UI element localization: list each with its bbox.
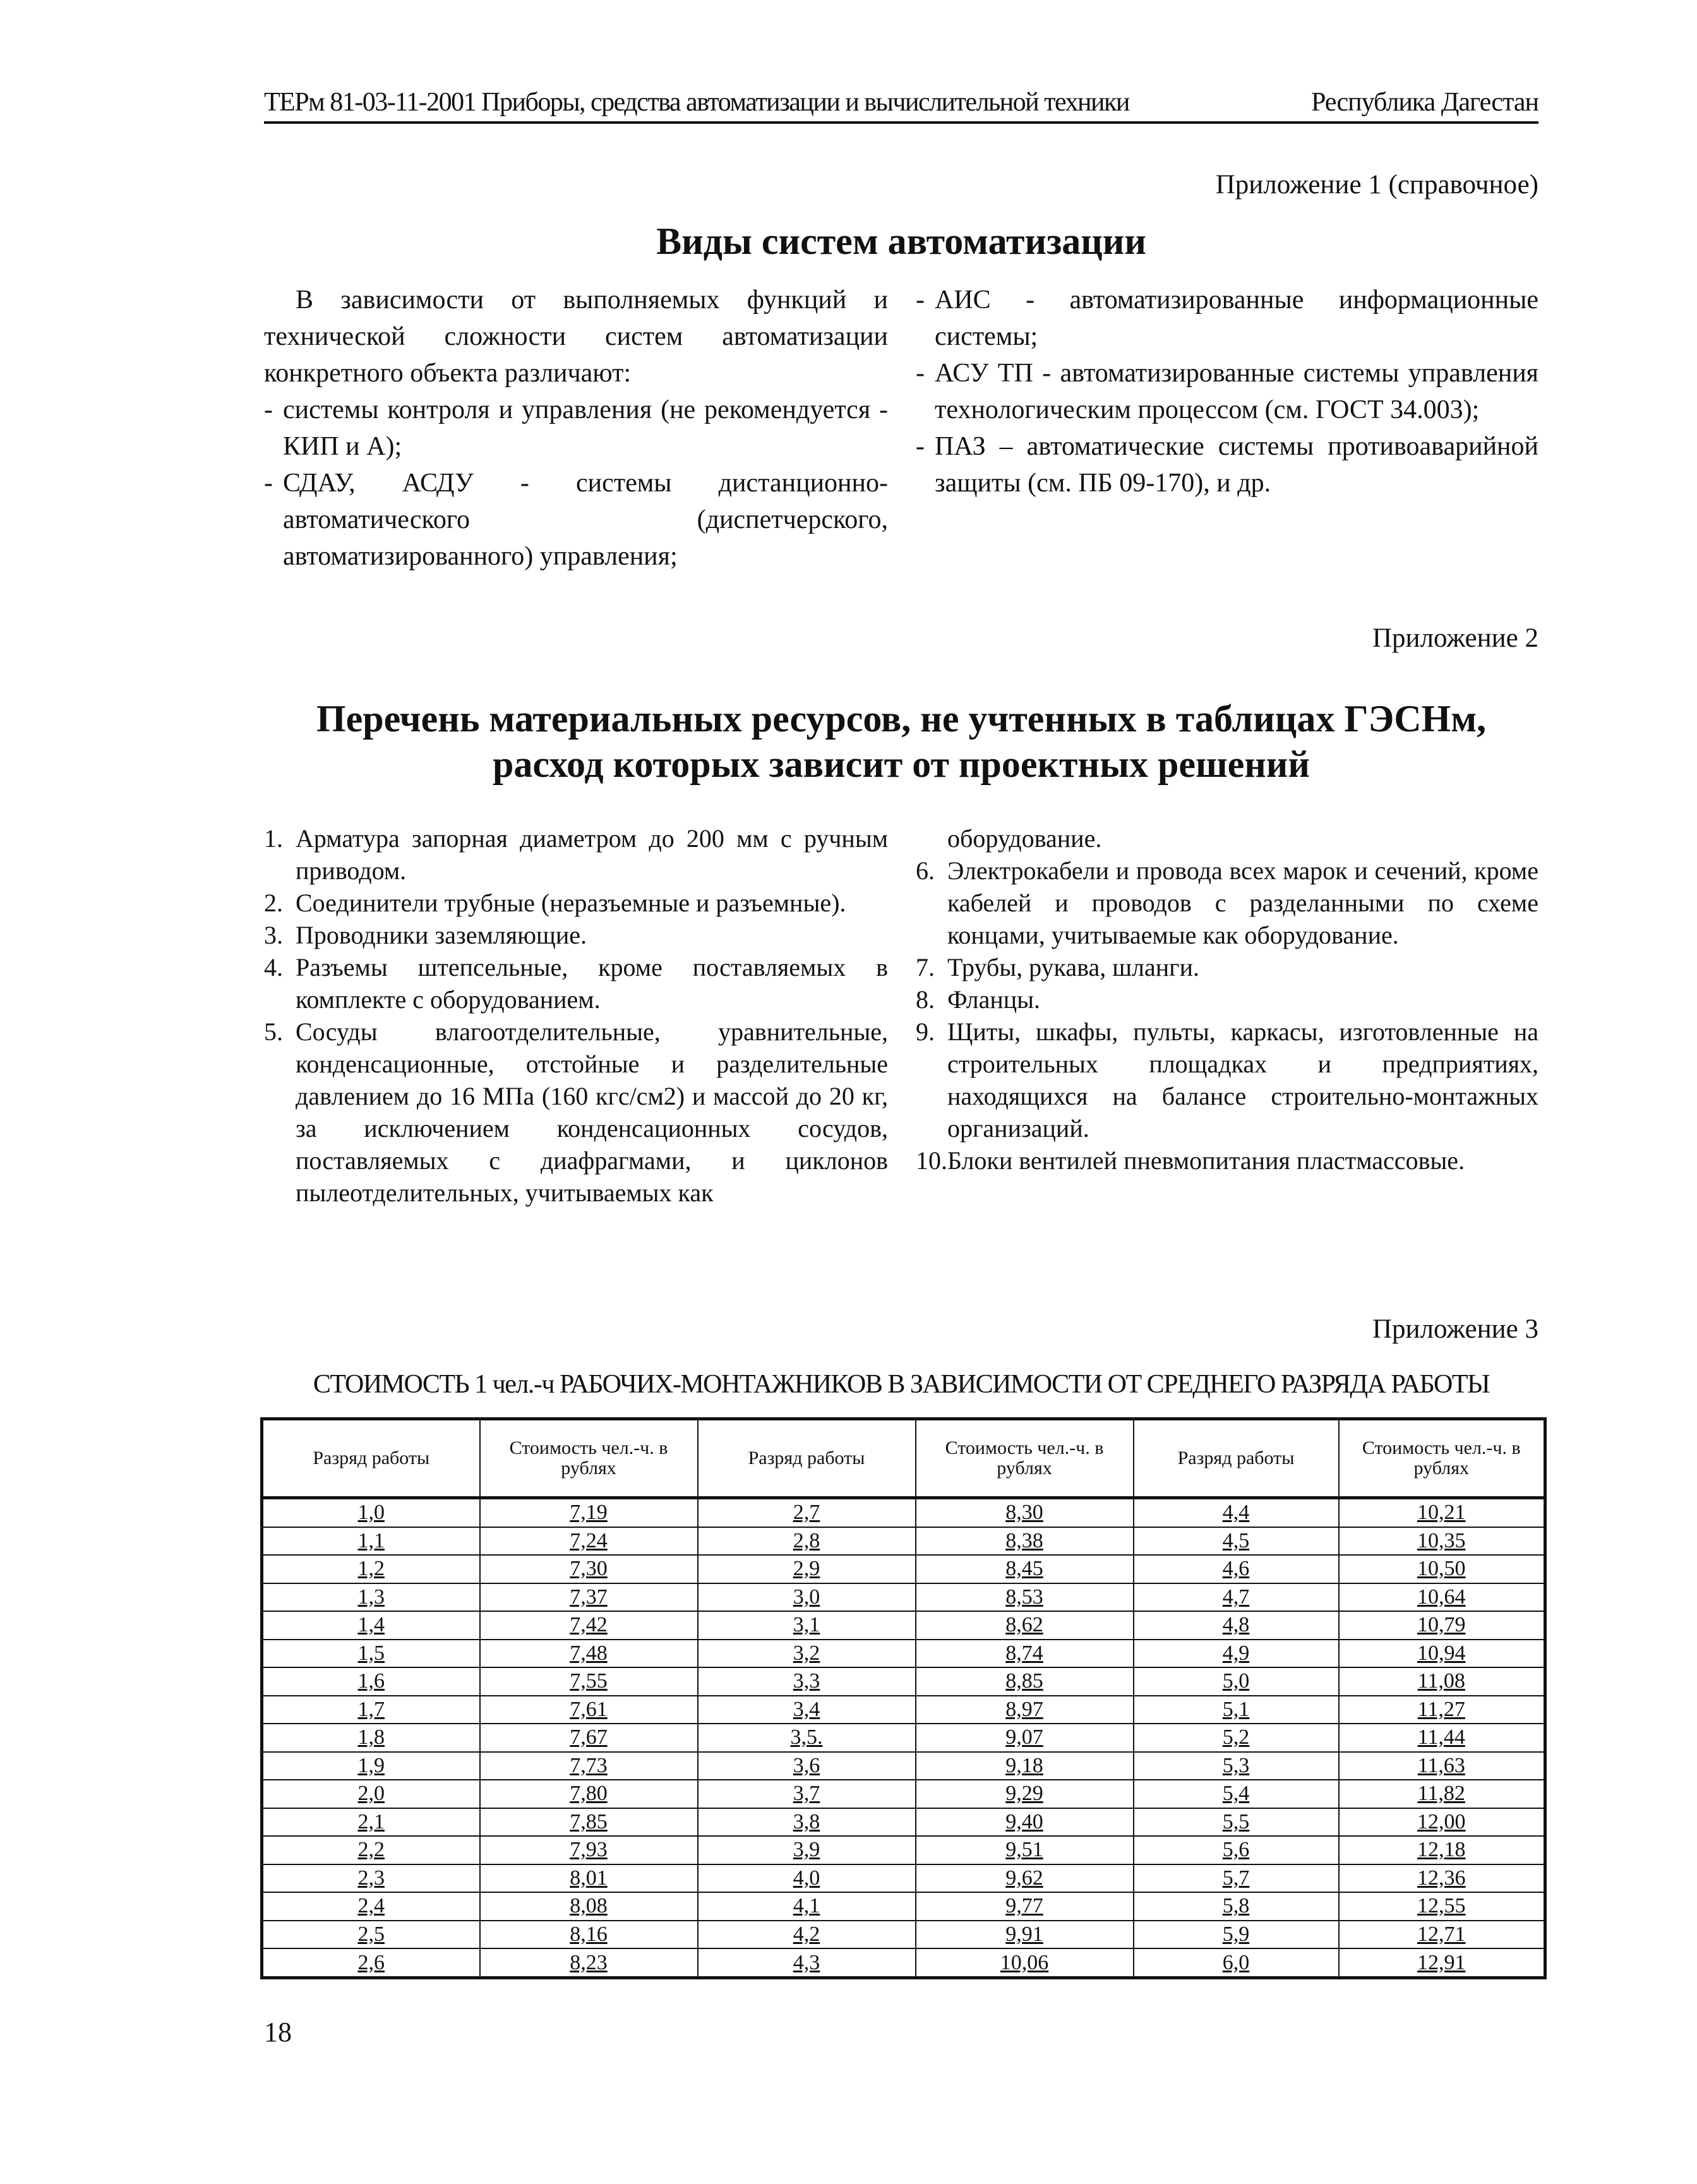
table-cell <box>262 1864 480 1893</box>
table-cell <box>262 1583 480 1612</box>
table-cell <box>1134 1921 1339 1949</box>
table-cell-value: 3,7 <box>793 1782 820 1806</box>
table-cell-value: 1,2 <box>357 1557 385 1581</box>
list-item <box>264 1016 888 1209</box>
table-cell <box>480 1527 698 1556</box>
table-cell-value: 7,67 <box>570 1725 608 1749</box>
table-cell-value: 8,74 <box>1005 1641 1043 1665</box>
table-cell-value: 8,30 <box>1005 1501 1043 1525</box>
table-cell-value: 3,1 <box>793 1613 820 1637</box>
list-item: - СДАУ, АСДУ - системы дистанционно-автоматического (диспетчерского, автоматизированного) управления; <box>264 469 888 571</box>
table-cell-value: 5,6 <box>1222 1838 1250 1862</box>
table-cell <box>1134 1724 1339 1752</box>
table-cell <box>698 1948 916 1977</box>
appendix-1-right-list <box>916 282 1538 501</box>
item-number: 6. <box>916 856 935 885</box>
header-cost-2: Стоимость чел.-ч. в рублях <box>916 1419 1134 1498</box>
list-item <box>916 855 1538 951</box>
table-cell-value: 9,18 <box>1005 1753 1043 1777</box>
table-cell-value: 8,16 <box>570 1923 608 1946</box>
table-cell <box>1134 1864 1339 1893</box>
table-cell-value: 10,35 <box>1417 1528 1466 1552</box>
table-cell-value: 3,0 <box>793 1585 820 1609</box>
appendix-2-title-line-2: расход которых зависит от проектных решений <box>493 743 1310 785</box>
table-cell <box>480 1948 698 1977</box>
list-item-text: Трубы, рукава, шланги. <box>947 953 1199 981</box>
table-cell <box>1339 1836 1545 1864</box>
table-cell <box>1134 1667 1339 1696</box>
table-cell-value: 7,80 <box>570 1782 608 1806</box>
table-cell <box>698 1640 916 1668</box>
list-item: - ПАЗ – автоматические системы противоаварийной защиты (см. ПБ 09-170), и др. <box>916 432 1538 498</box>
table-cell <box>480 1498 698 1527</box>
appendix-1-title: Виды систем автоматизации <box>656 220 1146 262</box>
table-cell <box>1339 1780 1545 1808</box>
table-cell-value: 5,1 <box>1222 1697 1250 1721</box>
table-cell-value: 5,3 <box>1222 1753 1250 1777</box>
appendix-1-left-list <box>264 392 888 575</box>
appendix-2-title-line-1: Перечень материальных ресурсов, не учтенных в таблицах ГЭСНм, <box>316 698 1487 740</box>
table-cell-value: 2,6 <box>357 1950 385 1974</box>
list-item-text: Электрокабели и провода всех марок и сечений, кроме кабелей и проводов с разделанными по схеме концами, учитываемые как оборудование. <box>947 856 1538 949</box>
table-cell <box>916 1611 1134 1640</box>
item-number: 2. <box>264 889 283 917</box>
table-cell-value: 4,5 <box>1222 1528 1250 1552</box>
table-cell <box>916 1892 1134 1921</box>
table-cell-value: 11,63 <box>1417 1753 1465 1777</box>
table-cell-value: 1,4 <box>357 1613 385 1637</box>
table-cell-value: 10,64 <box>1417 1585 1466 1609</box>
table-row <box>262 1864 1545 1893</box>
table-cell-value: 11,82 <box>1417 1782 1465 1806</box>
item-number: 5. <box>264 1017 283 1046</box>
list-item <box>916 983 1538 1016</box>
table-cell <box>480 1583 698 1612</box>
table-row <box>262 1696 1545 1724</box>
table-cell <box>698 1724 916 1752</box>
table-cell-value: 4,2 <box>793 1923 820 1946</box>
page-number: 18 <box>264 2017 292 2048</box>
list-item-text: СДАУ, АСДУ - системы дистанционно-автоматического (диспетчерского, автоматизированного) управления; <box>283 469 888 571</box>
table-cell <box>262 1752 480 1780</box>
table-cell <box>480 1892 698 1921</box>
header-grade-1: Разряд работы <box>262 1419 480 1498</box>
table-row <box>262 1808 1545 1837</box>
table-row <box>262 1752 1545 1780</box>
table-cell-value: 7,19 <box>570 1501 608 1525</box>
table-cell-value: 2,9 <box>793 1557 820 1581</box>
table-cell-value: 1,6 <box>357 1669 385 1693</box>
table-cell-value: 8,23 <box>570 1950 608 1974</box>
appendix-2-label: Приложение 2 <box>1372 623 1538 653</box>
list-item-text: Щиты, шкафы, пульты, каркасы, изготовленные на строительных площадках и предприятиях, находящихся на балансе строительно-монтажных организаций. <box>947 1017 1538 1143</box>
table-cell <box>1339 1640 1545 1668</box>
table-cell-value: 9,91 <box>1005 1923 1043 1946</box>
table-cell-value: 4,7 <box>1222 1585 1250 1609</box>
table-cell <box>262 1611 480 1640</box>
table-cell-value: 10,79 <box>1417 1613 1466 1637</box>
table-cell-value: 7,48 <box>570 1641 608 1665</box>
table-cell <box>698 1921 916 1949</box>
table-cell-value: 3,4 <box>793 1697 820 1721</box>
table-cell <box>480 1696 698 1724</box>
table-cell <box>698 1696 916 1724</box>
list-item <box>264 919 888 951</box>
table-cell-value: 12,36 <box>1417 1866 1466 1890</box>
table-cell-value: 2,4 <box>357 1894 385 1918</box>
table-cell-value: 9,62 <box>1005 1866 1043 1890</box>
table-cell <box>262 1667 480 1696</box>
table-cell-value: 3,9 <box>793 1838 820 1862</box>
item-number: 1. <box>264 824 283 853</box>
table-cell-value: 9,07 <box>1005 1725 1043 1749</box>
list-item-text: АСУ ТП - автоматизированные системы управления технологическим процессом (см. ГОСТ 34.003); <box>935 359 1538 424</box>
item-number: 9. <box>916 1017 935 1046</box>
table-cell <box>698 1498 916 1527</box>
list-item <box>916 951 1538 983</box>
table-cell-value: 9,29 <box>1005 1782 1043 1806</box>
table-cell <box>916 1864 1134 1893</box>
table-cell-value: 5,9 <box>1222 1923 1250 1946</box>
table-cell <box>1339 1527 1545 1556</box>
table-cell <box>916 1527 1134 1556</box>
table-cell-value: 6,0 <box>1222 1950 1250 1974</box>
table-cell <box>262 1808 480 1837</box>
table-cell <box>916 1724 1134 1752</box>
table-cell-value: 4,8 <box>1222 1613 1250 1637</box>
table-cell <box>698 1892 916 1921</box>
table-cell-value: 10,94 <box>1417 1641 1466 1665</box>
table-cell <box>1134 1555 1339 1583</box>
table-row <box>262 1555 1545 1583</box>
table-cell <box>698 1527 916 1556</box>
list-item-text: системы контроля и управления (не рекомендуется - КИП и А); <box>283 395 888 461</box>
appendix-1-right-column <box>916 282 1538 501</box>
table-row <box>262 1640 1545 1668</box>
table-cell <box>1339 1864 1545 1893</box>
table-cell <box>916 1696 1134 1724</box>
table-cell <box>1134 1808 1339 1837</box>
table-cell <box>480 1724 698 1752</box>
table-cell <box>480 1555 698 1583</box>
header-grade-3: Разряд работы <box>1134 1419 1339 1498</box>
table-cell-value: 10,21 <box>1417 1501 1466 1525</box>
appendix-1-intro: В зависимости от выполняемых функций и технической сложности систем автоматизации конкретного объекта различают: <box>264 285 888 388</box>
table-cell <box>1339 1808 1545 1837</box>
table-cell <box>698 1864 916 1893</box>
table-cell <box>916 1583 1134 1612</box>
table-cell <box>1134 1752 1339 1780</box>
table-cell <box>1134 1611 1339 1640</box>
table-cell-value: 7,24 <box>570 1528 608 1552</box>
table-cell-value: 2,1 <box>357 1809 385 1833</box>
table-cell-value: 8,53 <box>1005 1585 1043 1609</box>
table-cell-value: 11,44 <box>1417 1725 1465 1749</box>
list-item <box>264 951 888 1016</box>
appendix-2-left-column <box>264 822 888 1209</box>
table-cell <box>1134 1780 1339 1808</box>
list-item-text: Проводники заземляющие. <box>296 921 587 949</box>
table-cell-value: 2,5 <box>357 1923 385 1946</box>
table-cell-value: 4,6 <box>1222 1557 1250 1581</box>
table-cell-value: 7,85 <box>570 1809 608 1833</box>
table-cell-value: 11,27 <box>1417 1697 1465 1721</box>
item-number: 8. <box>916 985 935 1014</box>
table-cell-value: 7,73 <box>570 1753 608 1777</box>
table-cell-value: 1,9 <box>357 1753 385 1777</box>
table-caption: СТОИМОСТЬ 1 чел.-ч РАБОЧИХ-МОНТАЖНИКОВ В ЗАВИСИМОСТИ ОТ СРЕДНЕГО РАЗРЯДА РАБОТЫ <box>313 1370 1490 1399</box>
table-cell <box>1134 1836 1339 1864</box>
materials-list-right <box>916 822 1538 1177</box>
table-cell <box>1134 1696 1339 1724</box>
table-cell <box>262 1921 480 1949</box>
table-cell-value: 7,55 <box>570 1669 608 1693</box>
table-cell <box>916 1752 1134 1780</box>
table-cell <box>1134 1948 1339 1977</box>
table-row <box>262 1780 1545 1808</box>
table-cell-value: 9,51 <box>1005 1838 1043 1862</box>
table-row <box>262 1836 1545 1864</box>
item-number: 3. <box>264 921 283 949</box>
table-cell-value: 8,08 <box>570 1894 608 1918</box>
table-cell <box>1339 1724 1545 1752</box>
table-cell-value: 4,9 <box>1222 1641 1250 1665</box>
table-cell <box>1339 1583 1545 1612</box>
table-cell-value: 2,3 <box>357 1866 385 1890</box>
table-cell <box>1339 1498 1545 1527</box>
table-row <box>262 1667 1545 1696</box>
header-region: Республика Дагестан <box>1310 88 1538 117</box>
table-cell <box>480 1752 698 1780</box>
table-cell <box>480 1780 698 1808</box>
table-cell <box>480 1640 698 1668</box>
table-cell-value: 7,61 <box>570 1697 608 1721</box>
table-cell-value: 10,50 <box>1417 1557 1466 1581</box>
table-cell <box>916 1555 1134 1583</box>
list-item <box>916 822 1538 855</box>
table-cell <box>916 1836 1134 1864</box>
table-cell-value: 5,8 <box>1222 1894 1250 1918</box>
table-cell-value: 1,7 <box>357 1697 385 1721</box>
table-cell <box>1339 1948 1545 1977</box>
table-cell <box>1339 1752 1545 1780</box>
table-cell-value: 3,6 <box>793 1753 820 1777</box>
table-cell <box>698 1752 916 1780</box>
table-cell-value: 8,62 <box>1005 1613 1043 1637</box>
list-item-text: Фланцы. <box>947 985 1041 1014</box>
table-cell <box>480 1864 698 1893</box>
appendix-1-label: Приложение 1 (справочное) <box>1215 170 1538 200</box>
table-cell <box>1134 1583 1339 1612</box>
table-cell <box>480 1921 698 1949</box>
list-item: - АСУ ТП - автоматизированные системы управления технологическим процессом (см. ГОСТ 34.003); <box>916 359 1538 424</box>
table-row <box>262 1921 1545 1949</box>
table-cell <box>262 1640 480 1668</box>
table-cell <box>262 1948 480 1977</box>
appendix-3-label: Приложение 3 <box>1372 1314 1538 1344</box>
table-cell <box>262 1724 480 1752</box>
table-cell-value: 1,5 <box>357 1641 385 1665</box>
table-header-row <box>262 1419 1545 1498</box>
table-cell-value: 5,4 <box>1222 1782 1250 1806</box>
table-cell-value: 8,85 <box>1005 1669 1043 1693</box>
table-cell <box>698 1836 916 1864</box>
table-cell <box>698 1780 916 1808</box>
list-item-text: Арматура запорная диаметром до 200 мм с ручным приводом. <box>296 824 888 885</box>
table-cell <box>698 1555 916 1583</box>
header-cost-3: Стоимость чел.-ч. в рублях <box>1339 1419 1545 1498</box>
table-cell <box>480 1808 698 1837</box>
table-cell-value: 3,3 <box>793 1669 820 1693</box>
table-cell <box>916 1667 1134 1696</box>
table-body <box>262 1498 1545 1978</box>
table-cell-value: 12,91 <box>1417 1950 1466 1974</box>
list-item-text: ПАЗ – автоматические системы противоаварийной защиты (см. ПБ 09-170), и др. <box>935 432 1538 498</box>
table-cell-value: 12,71 <box>1417 1923 1466 1946</box>
table-cell-value: 4,0 <box>793 1866 820 1890</box>
table-cell <box>262 1555 480 1583</box>
table-cell-value: 5,2 <box>1222 1725 1250 1749</box>
table-cell-value: 7,37 <box>570 1585 608 1609</box>
table-cell <box>480 1667 698 1696</box>
list-item-text: Блоки вентилей пневмопитания пластмассовые. <box>947 1146 1465 1175</box>
table-cell <box>1134 1527 1339 1556</box>
table-cell-value: 2,7 <box>793 1501 820 1525</box>
list-item: - системы контроля и управления (не рекомендуется - КИП и А); <box>264 395 888 461</box>
table-cell <box>1339 1892 1545 1921</box>
table-cell <box>1339 1611 1545 1640</box>
table-cell-value: 1,1 <box>357 1528 385 1552</box>
table-cell-value: 8,01 <box>570 1866 608 1890</box>
table-cell <box>916 1498 1134 1527</box>
item-number: 10. <box>916 1146 947 1175</box>
list-item <box>264 887 888 919</box>
table-cell-value: 8,38 <box>1005 1528 1043 1552</box>
table-cell <box>916 1921 1134 1949</box>
table-cell-value: 4,4 <box>1222 1501 1250 1525</box>
table-row <box>262 1892 1545 1921</box>
table-cell-value: 2,0 <box>357 1782 385 1806</box>
table-cell <box>480 1611 698 1640</box>
table-row <box>262 1724 1545 1752</box>
table-cell-value: 7,30 <box>570 1557 608 1581</box>
table-cell-value: 9,40 <box>1005 1809 1043 1833</box>
table-cell-value: 5,0 <box>1222 1669 1250 1693</box>
table-cell-value: 2,8 <box>793 1528 820 1552</box>
table-row <box>262 1498 1545 1527</box>
table-row <box>262 1948 1545 1977</box>
table-cell <box>916 1948 1134 1977</box>
table-cell-value: 12,55 <box>1417 1894 1466 1918</box>
list-item-text: Соединители трубные (неразъемные и разъемные). <box>296 889 846 917</box>
table-cell-value: 1,0 <box>357 1501 385 1525</box>
table-cell <box>480 1836 698 1864</box>
table-cell-value: 4,1 <box>793 1894 820 1918</box>
table-cell <box>262 1696 480 1724</box>
table-cell-value: 3,5. <box>790 1725 823 1749</box>
appendix-2-right-column <box>916 822 1538 1177</box>
table-cell-value: 3,2 <box>793 1641 820 1665</box>
table-cell <box>262 1892 480 1921</box>
header-grade-2: Разряд работы <box>698 1419 916 1498</box>
table-cell-value: 3,8 <box>793 1809 820 1833</box>
table-cell <box>916 1780 1134 1808</box>
labor-cost-table <box>260 1417 1547 1979</box>
table-cell <box>262 1527 480 1556</box>
table-cell-value: 2,2 <box>357 1838 385 1862</box>
table-cell-value: 1,3 <box>357 1585 385 1609</box>
appendix-1-left-column <box>264 282 888 575</box>
table-cell <box>698 1611 916 1640</box>
table-cell-value: 7,93 <box>570 1838 608 1862</box>
table-cell-value: 8,97 <box>1005 1697 1043 1721</box>
table-cell <box>916 1808 1134 1837</box>
table-cell <box>1339 1555 1545 1583</box>
table-cell <box>1134 1640 1339 1668</box>
item-number: 4. <box>264 953 283 981</box>
header-cost-1: Стоимость чел.-ч. в рублях <box>480 1419 698 1498</box>
table-cell <box>262 1780 480 1808</box>
list-item-text: АИС - автоматизированные информационные системы; <box>935 285 1538 351</box>
table-cell <box>698 1583 916 1612</box>
running-header <box>264 80 1538 124</box>
table-cell <box>1339 1667 1545 1696</box>
list-item-text: Сосуды влагоотделительные, уравнительные, конденсационные, отстойные и разделительные давлением до 16 МПа (160 кгс/см2) и массой до 20 кг, за исключением конденсационных сосудов, поставляемых с диафрагмами, и циклонов пылеотделительных, учитываемых как <box>296 1017 888 1207</box>
table-cell-value: 5,5 <box>1222 1809 1250 1833</box>
table-cell <box>698 1667 916 1696</box>
table-cell <box>1339 1696 1545 1724</box>
table-cell <box>698 1808 916 1837</box>
list-item: - АИС - автоматизированные информационные системы; <box>916 285 1538 351</box>
table-cell-value: 12,18 <box>1417 1838 1466 1862</box>
table-cell <box>1339 1921 1545 1949</box>
table-cell-value: 7,42 <box>570 1613 608 1637</box>
table-cell <box>916 1640 1134 1668</box>
item-number: 7. <box>916 953 935 981</box>
table-row <box>262 1583 1545 1612</box>
table-cell-value: 1,8 <box>357 1725 385 1749</box>
table-cell-value: 10,06 <box>1000 1950 1049 1974</box>
table-row <box>262 1527 1545 1556</box>
table-cell-value: 12,00 <box>1417 1809 1466 1833</box>
list-item <box>916 1144 1538 1177</box>
table-cell-value: 4,3 <box>793 1950 820 1974</box>
materials-list-left <box>264 822 888 1209</box>
table-cell-value: 8,45 <box>1005 1557 1043 1581</box>
table-row <box>262 1611 1545 1640</box>
header-title: ТЕРм 81-03-11-2001 Приборы, средства автоматизации и вычислительной техники <box>264 88 1129 117</box>
table-cell-value: 5,7 <box>1222 1866 1250 1890</box>
table-cell <box>1134 1892 1339 1921</box>
table-cell <box>1134 1498 1339 1527</box>
table-cell <box>262 1498 480 1527</box>
list-item <box>264 822 888 887</box>
list-item-text: Разъемы штепсельные, кроме поставляемых в комплекте с оборудованием. <box>296 953 888 1014</box>
table-cell <box>262 1836 480 1864</box>
table-cell-value: 11,08 <box>1417 1669 1465 1693</box>
list-item <box>916 1016 1538 1144</box>
list-item-text: оборудование. <box>947 824 1102 853</box>
table-cell-value: 9,77 <box>1005 1894 1043 1918</box>
